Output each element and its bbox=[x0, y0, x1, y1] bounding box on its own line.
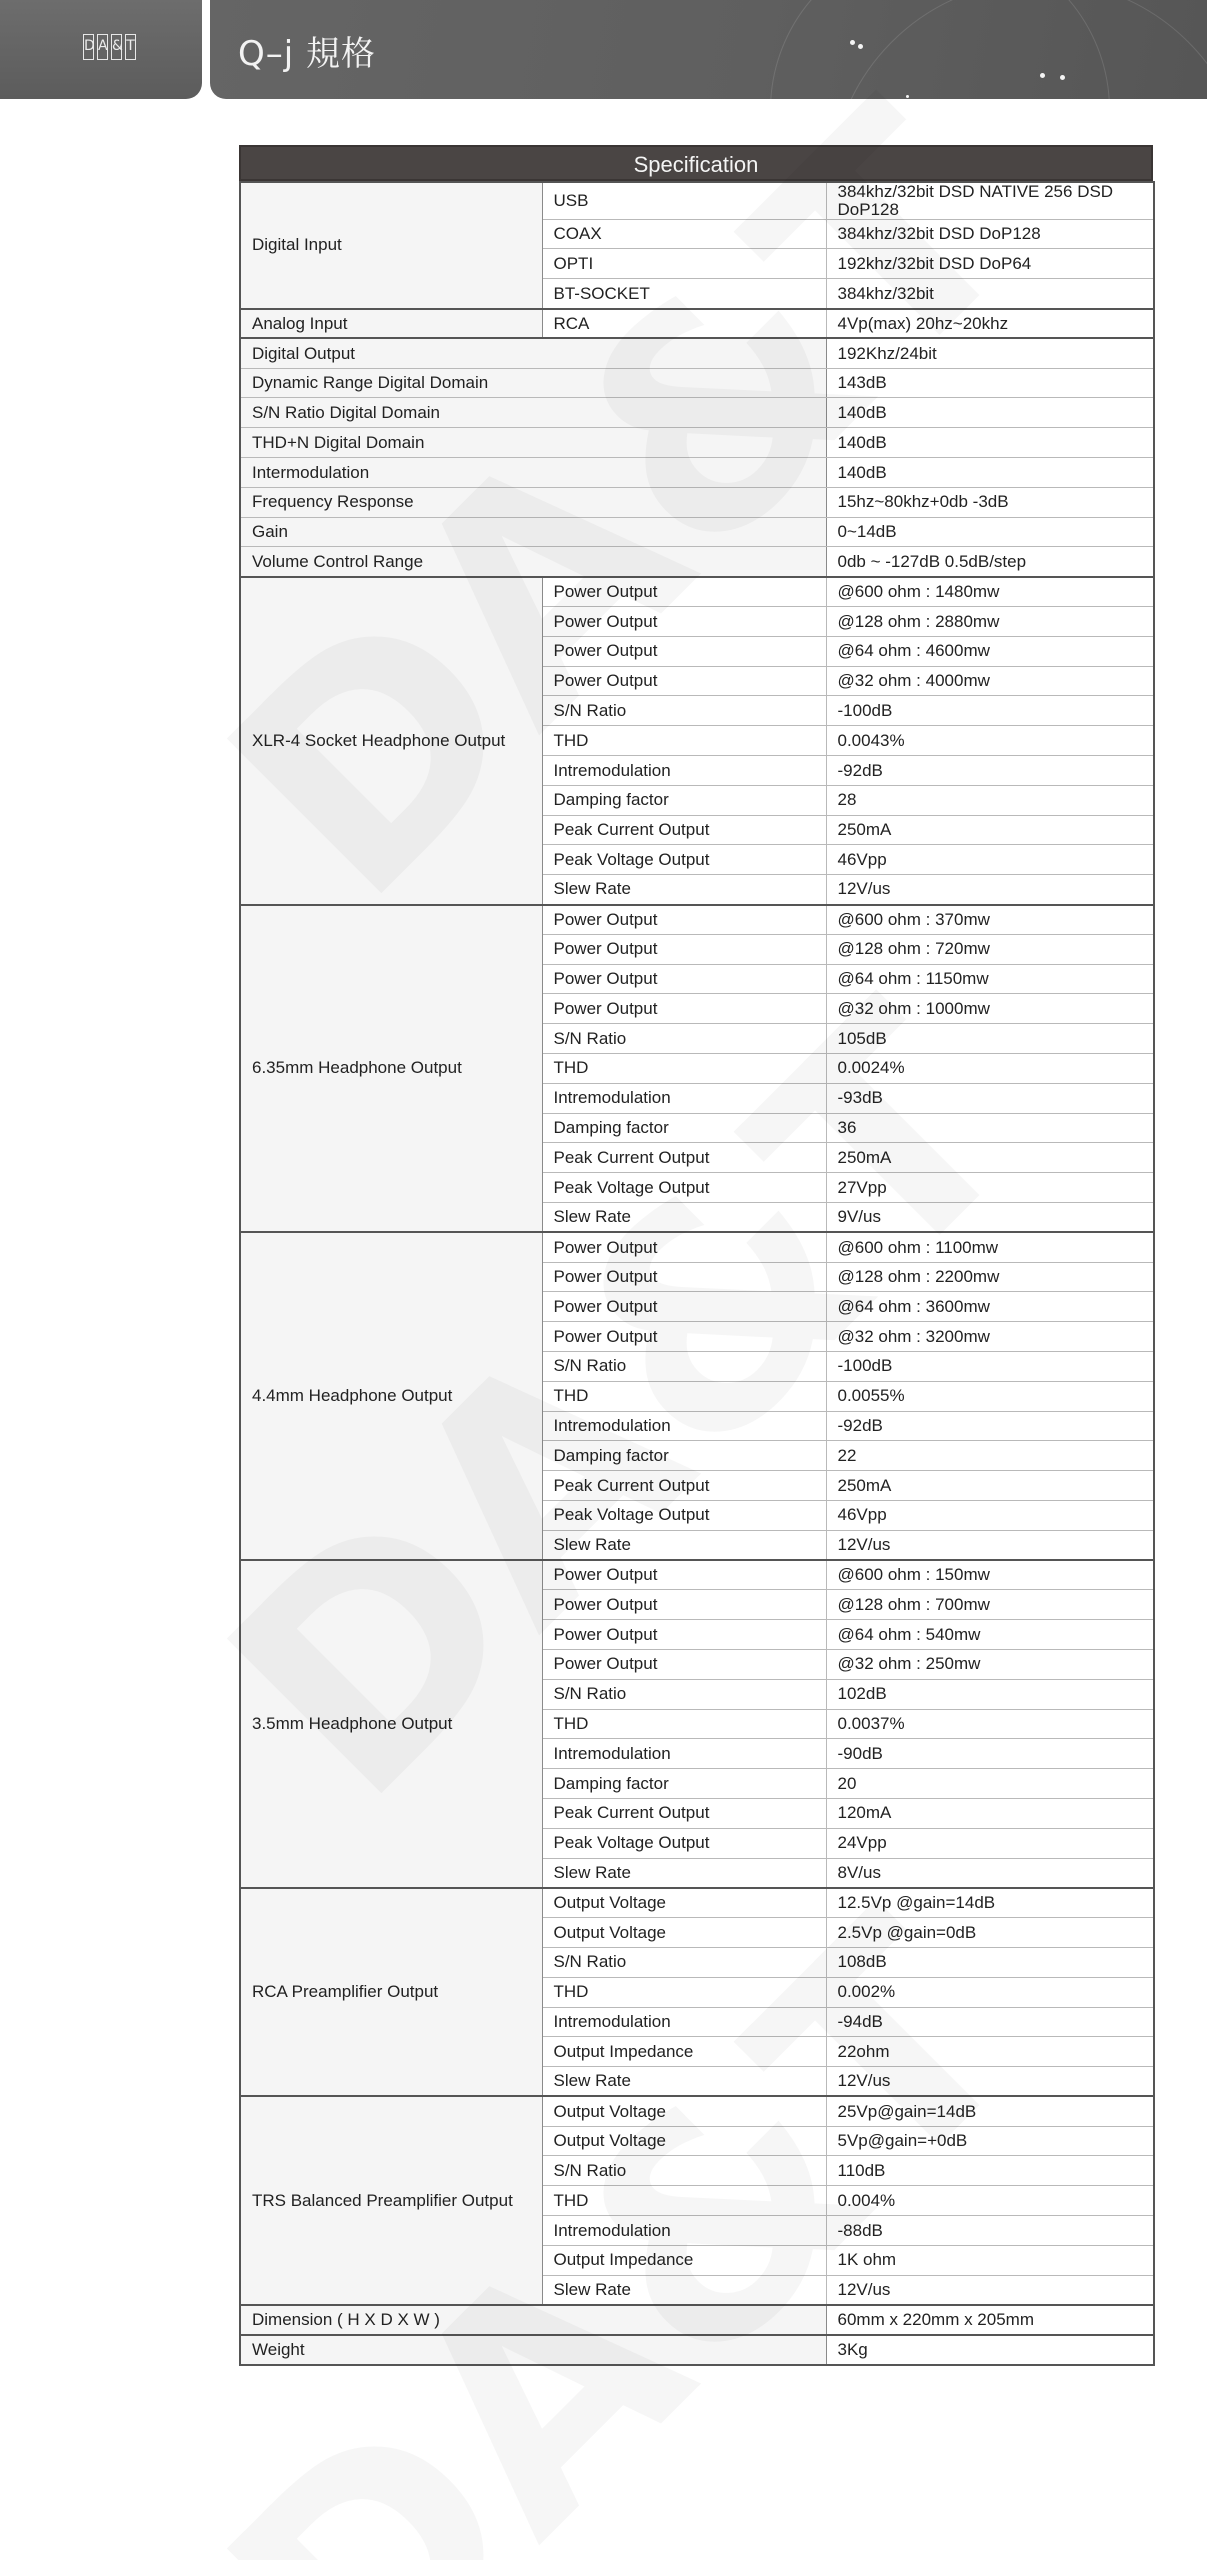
spec-parameter: Power Output bbox=[542, 1620, 826, 1650]
decorative-star bbox=[1060, 75, 1065, 80]
spec-parameter: Damping factor bbox=[542, 1441, 826, 1471]
top-bar bbox=[0, 0, 1207, 100]
spec-value: @128 ohm : 700mw bbox=[826, 1590, 1154, 1620]
spec-row bbox=[240, 1232, 1154, 1262]
spec-parameter: Damping factor bbox=[542, 785, 826, 815]
spec-parameter: Peak Current Output bbox=[542, 1471, 826, 1501]
spec-parameter: THD bbox=[542, 1709, 826, 1739]
spec-value: @64 ohm : 3600mw bbox=[826, 1292, 1154, 1322]
spec-value: @600 ohm : 1100mw bbox=[826, 1232, 1154, 1262]
spec-item-label: Frequency Response bbox=[240, 487, 826, 517]
spec-value: 8V/us bbox=[826, 1858, 1154, 1888]
specification-table bbox=[239, 145, 1153, 2366]
spec-value: 2.5Vp @gain=0dB bbox=[826, 1918, 1154, 1948]
spec-parameter: Output Voltage bbox=[542, 1918, 826, 1948]
spec-parameter: Power Output bbox=[542, 666, 826, 696]
spec-group-label: 6.35mm Headphone Output bbox=[240, 905, 542, 1233]
spec-parameter: S/N Ratio bbox=[542, 696, 826, 726]
spec-parameter: Output Voltage bbox=[542, 2096, 826, 2126]
spec-row bbox=[240, 338, 1154, 368]
spec-item-label: S/N Ratio Digital Domain bbox=[240, 398, 826, 428]
spec-parameter: Intremodulation bbox=[542, 1083, 826, 1113]
spec-parameter: Power Output bbox=[542, 1292, 826, 1322]
spec-value: 22ohm bbox=[826, 2037, 1154, 2067]
brand-letter: T bbox=[125, 34, 136, 60]
spec-item-label: THD+N Digital Domain bbox=[240, 428, 826, 458]
spec-item-label: Gain bbox=[240, 517, 826, 547]
spec-parameter: Power Output bbox=[542, 905, 826, 935]
spec-value: -90dB bbox=[826, 1739, 1154, 1769]
spec-row bbox=[240, 458, 1154, 488]
spec-parameter: Slew Rate bbox=[542, 1530, 826, 1560]
spec-value: 12V/us bbox=[826, 1530, 1154, 1560]
spec-parameter: Power Output bbox=[542, 607, 826, 637]
spec-parameter: Slew Rate bbox=[542, 875, 826, 905]
spec-parameter: S/N Ratio bbox=[542, 1679, 826, 1709]
spec-parameter: Power Output bbox=[542, 934, 826, 964]
spec-item-label: Dynamic Range Digital Domain bbox=[240, 368, 826, 398]
spec-value: 15hz~80khz+0db -3dB bbox=[826, 487, 1154, 517]
spec-table bbox=[239, 181, 1155, 2366]
spec-parameter: Power Output bbox=[542, 994, 826, 1024]
spec-parameter: Power Output bbox=[542, 1322, 826, 1352]
spec-parameter: Power Output bbox=[542, 1590, 826, 1620]
spec-item-label: Intermodulation bbox=[240, 458, 826, 488]
spec-row bbox=[240, 547, 1154, 577]
spec-item-label: Digital Output bbox=[240, 338, 826, 368]
spec-value: 12V/us bbox=[826, 2067, 1154, 2097]
spec-value: -94dB bbox=[826, 2007, 1154, 2037]
spec-value: 384khz/32bit DSD DoP128 bbox=[826, 219, 1154, 249]
spec-parameter: S/N Ratio bbox=[542, 2156, 826, 2186]
spec-value: 36 bbox=[826, 1113, 1154, 1143]
spec-parameter: Power Output bbox=[542, 577, 826, 607]
spec-value: 0.004% bbox=[826, 2186, 1154, 2216]
spec-parameter: OPTI bbox=[542, 249, 826, 279]
spec-value: -100dB bbox=[826, 1351, 1154, 1381]
spec-parameter: Power Output bbox=[542, 964, 826, 994]
spec-parameter: Slew Rate bbox=[542, 2275, 826, 2305]
spec-row bbox=[240, 368, 1154, 398]
spec-group-label: 3.5mm Headphone Output bbox=[240, 1560, 542, 1888]
spec-value: @32 ohm : 3200mw bbox=[826, 1322, 1154, 1352]
spec-value: @128 ohm : 2880mw bbox=[826, 607, 1154, 637]
spec-group-label: XLR-4 Socket Headphone Output bbox=[240, 577, 542, 905]
spec-value: 384khz/32bit bbox=[826, 279, 1154, 309]
spec-parameter: THD bbox=[542, 726, 826, 756]
page-title: Q–j 規格 bbox=[238, 34, 377, 74]
spec-value: 102dB bbox=[826, 1679, 1154, 1709]
spec-value: 27Vpp bbox=[826, 1173, 1154, 1203]
spec-parameter: Damping factor bbox=[542, 1113, 826, 1143]
spec-value: 0~14dB bbox=[826, 517, 1154, 547]
spec-parameter: COAX bbox=[542, 219, 826, 249]
spec-parameter: S/N Ratio bbox=[542, 1024, 826, 1054]
decorative-star bbox=[850, 40, 855, 45]
spec-value: @32 ohm : 4000mw bbox=[826, 666, 1154, 696]
spec-value: 105dB bbox=[826, 1024, 1154, 1054]
brand-logo bbox=[83, 34, 136, 60]
title-block bbox=[210, 0, 1207, 99]
spec-value: 60mm x 220mm x 205mm bbox=[826, 2305, 1154, 2335]
brand-block bbox=[0, 0, 202, 99]
spec-parameter: Peak Voltage Output bbox=[542, 1173, 826, 1203]
spec-value: 12V/us bbox=[826, 2275, 1154, 2305]
spec-row bbox=[240, 487, 1154, 517]
spec-value: @64 ohm : 4600mw bbox=[826, 636, 1154, 666]
decorative-star bbox=[858, 44, 863, 49]
spec-parameter: Power Output bbox=[542, 636, 826, 666]
spec-parameter: BT-SOCKET bbox=[542, 279, 826, 309]
spec-value: 46Vpp bbox=[826, 1500, 1154, 1530]
spec-value: 9V/us bbox=[826, 1202, 1154, 1232]
spec-value: 0db ~ -127dB 0.5dB/step bbox=[826, 547, 1154, 577]
spec-value: -100dB bbox=[826, 696, 1154, 726]
spec-parameter: THD bbox=[542, 1381, 826, 1411]
spec-parameter: THD bbox=[542, 1054, 826, 1084]
spec-group-label: TRS Balanced Preamplifier Output bbox=[240, 2096, 542, 2305]
spec-parameter: THD bbox=[542, 1977, 826, 2007]
spec-value: @600 ohm : 370mw bbox=[826, 905, 1154, 935]
spec-value: 12V/us bbox=[826, 875, 1154, 905]
spec-parameter: Power Output bbox=[542, 1262, 826, 1292]
spec-item-label: Volume Control Range bbox=[240, 547, 826, 577]
spec-value: 140dB bbox=[826, 398, 1154, 428]
spec-title: Specification bbox=[239, 145, 1153, 181]
spec-value: 250mA bbox=[826, 1471, 1154, 1501]
spec-group-label: RCA Preamplifier Output bbox=[240, 1888, 542, 2097]
spec-parameter: Intremodulation bbox=[542, 1411, 826, 1441]
spec-value: 3Kg bbox=[826, 2335, 1154, 2365]
spec-parameter: Power Output bbox=[542, 1649, 826, 1679]
spec-row bbox=[240, 398, 1154, 428]
spec-value: -88dB bbox=[826, 2216, 1154, 2246]
spec-value: 250mA bbox=[826, 815, 1154, 845]
spec-parameter: Intremodulation bbox=[542, 2007, 826, 2037]
decorative-star bbox=[906, 95, 909, 98]
spec-parameter: Slew Rate bbox=[542, 2067, 826, 2097]
spec-value: @64 ohm : 1150mw bbox=[826, 964, 1154, 994]
spec-parameter: Intremodulation bbox=[542, 756, 826, 786]
spec-value: @128 ohm : 720mw bbox=[826, 934, 1154, 964]
spec-value: @64 ohm : 540mw bbox=[826, 1620, 1154, 1650]
spec-value: 192khz/32bit DSD DoP64 bbox=[826, 249, 1154, 279]
spec-value: 110dB bbox=[826, 2156, 1154, 2186]
spec-parameter: Output Voltage bbox=[542, 2126, 826, 2156]
spec-parameter: Peak Current Output bbox=[542, 1143, 826, 1173]
spec-value: 0.0043% bbox=[826, 726, 1154, 756]
spec-row bbox=[240, 428, 1154, 458]
spec-value: @128 ohm : 2200mw bbox=[826, 1262, 1154, 1292]
spec-parameter: Damping factor bbox=[542, 1769, 826, 1799]
spec-value: 46Vpp bbox=[826, 845, 1154, 875]
spec-parameter: Intremodulation bbox=[542, 1739, 826, 1769]
spec-value: 0.0024% bbox=[826, 1054, 1154, 1084]
spec-parameter: RCA bbox=[542, 309, 826, 339]
brand-letter: A bbox=[97, 34, 108, 60]
spec-value: -92dB bbox=[826, 756, 1154, 786]
spec-parameter: S/N Ratio bbox=[542, 1351, 826, 1381]
spec-parameter: Slew Rate bbox=[542, 1858, 826, 1888]
spec-parameter: Power Output bbox=[542, 1232, 826, 1262]
spec-parameter: USB bbox=[542, 182, 826, 219]
spec-row bbox=[240, 1560, 1154, 1590]
spec-parameter: Peak Current Output bbox=[542, 815, 826, 845]
spec-value: 192Khz/24bit bbox=[826, 338, 1154, 368]
spec-value: @32 ohm : 1000mw bbox=[826, 994, 1154, 1024]
spec-value: 1K ohm bbox=[826, 2245, 1154, 2275]
spec-value: 20 bbox=[826, 1769, 1154, 1799]
spec-value: 12.5Vp @gain=14dB bbox=[826, 1888, 1154, 1918]
spec-value: 140dB bbox=[826, 428, 1154, 458]
spec-value: 120mA bbox=[826, 1798, 1154, 1828]
spec-value: @32 ohm : 250mw bbox=[826, 1649, 1154, 1679]
spec-parameter: Peak Voltage Output bbox=[542, 845, 826, 875]
spec-parameter: Slew Rate bbox=[542, 1202, 826, 1232]
spec-value: -92dB bbox=[826, 1411, 1154, 1441]
spec-row bbox=[240, 577, 1154, 607]
spec-value: 384khz/32bit DSD NATIVE 256 DSD DoP128 bbox=[826, 182, 1154, 219]
spec-row bbox=[240, 2305, 1154, 2335]
brand-letter: & bbox=[111, 34, 122, 60]
spec-parameter: Peak Current Output bbox=[542, 1798, 826, 1828]
spec-value: 0.0055% bbox=[826, 1381, 1154, 1411]
spec-value: 140dB bbox=[826, 458, 1154, 488]
spec-row bbox=[240, 1888, 1154, 1918]
spec-parameter: THD bbox=[542, 2186, 826, 2216]
spec-group-label: Digital Input bbox=[240, 182, 542, 309]
brand-letter: D bbox=[83, 34, 94, 60]
spec-parameter: Peak Voltage Output bbox=[542, 1500, 826, 1530]
spec-item-label: Weight bbox=[240, 2335, 826, 2365]
spec-value: -93dB bbox=[826, 1083, 1154, 1113]
spec-value: 28 bbox=[826, 785, 1154, 815]
spec-value: @600 ohm : 1480mw bbox=[826, 577, 1154, 607]
spec-value: 4Vp(max) 20hz~20khz bbox=[826, 309, 1154, 339]
spec-parameter: Intremodulation bbox=[542, 2216, 826, 2246]
spec-value: 22 bbox=[826, 1441, 1154, 1471]
spec-row bbox=[240, 905, 1154, 935]
spec-group-label: Analog Input bbox=[240, 309, 542, 339]
spec-row bbox=[240, 2096, 1154, 2126]
spec-value: 0.002% bbox=[826, 1977, 1154, 2007]
spec-row bbox=[240, 309, 1154, 339]
spec-value: 25Vp@gain=14dB bbox=[826, 2096, 1154, 2126]
spec-item-label: Dimension ( H X D X W ) bbox=[240, 2305, 826, 2335]
spec-value: 24Vpp bbox=[826, 1828, 1154, 1858]
spec-group-label: 4.4mm Headphone Output bbox=[240, 1232, 542, 1560]
spec-parameter: Output Impedance bbox=[542, 2037, 826, 2067]
spec-parameter: Power Output bbox=[542, 1560, 826, 1590]
spec-parameter: S/N Ratio bbox=[542, 1947, 826, 1977]
spec-value: 250mA bbox=[826, 1143, 1154, 1173]
spec-value: 108dB bbox=[826, 1947, 1154, 1977]
decorative-star bbox=[1040, 73, 1045, 78]
spec-row bbox=[240, 517, 1154, 547]
spec-row bbox=[240, 182, 1154, 219]
spec-value: 0.0037% bbox=[826, 1709, 1154, 1739]
spec-value: 5Vp@gain=+0dB bbox=[826, 2126, 1154, 2156]
spec-value: 143dB bbox=[826, 368, 1154, 398]
spec-parameter: Output Voltage bbox=[542, 1888, 826, 1918]
spec-parameter: Peak Voltage Output bbox=[542, 1828, 826, 1858]
spec-parameter: Output Impedance bbox=[542, 2245, 826, 2275]
spec-row bbox=[240, 2335, 1154, 2365]
spec-value: @600 ohm : 150mw bbox=[826, 1560, 1154, 1590]
